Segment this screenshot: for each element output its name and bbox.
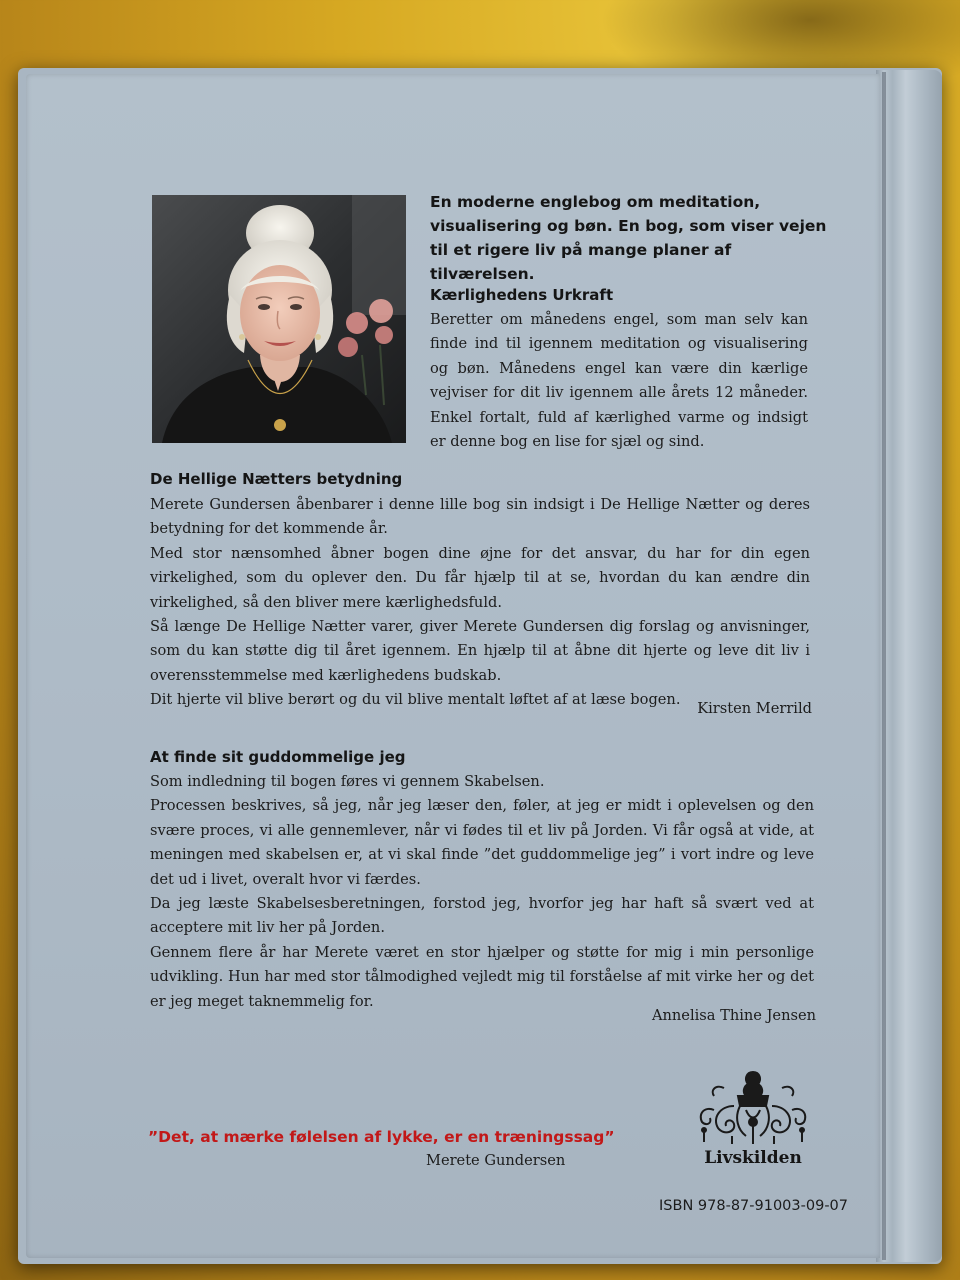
paragraph: Så længe De Hellige Nætter varer, giver Merete Gundersen dig forslag og anvisninger, som du kan støtte dig til året igennem. En hjælp til at åbne dit hjerte og leve dit liv i overensstemmelse med kærlighedens budskab. — [150, 618, 810, 684]
paragraph: Med stor nænsomhed åbner bogen dine øjne for det ansvar, du har for din egen virkelighed, som du oplever den. Du får hjælp til at se, hvordan du kan ændre din virkelighed, så den bliver mere kærlighedsfuld. — [150, 544, 810, 611]
section-heading-urkraft: Kærlighedens Urkraft — [430, 286, 614, 304]
signature-kirsten-merrild: Kirsten Merrild — [697, 700, 812, 717]
author-quote: ”Det, at mærke følelsen af lykke, er en træningssag” — [148, 1128, 615, 1146]
paragraph: Merete Gundersen åbenbarer i denne lille bog sin indsigt i De Hellige Nætter og deres betydning for det kommende år. — [150, 496, 810, 538]
paragraph: Da jeg læste Skabelsesberetningen, forstod jeg, hvorfor jeg har haft så svært ved at acceptere mit liv her på Jorden. — [150, 895, 814, 937]
quote-author: Merete Gundersen — [426, 1152, 566, 1169]
paragraph: Gennem flere år har Merete været en stor hjælper og støtte for mig i min personlige udvikling. Hun har med stor tålmodighed vejledt mig til forståelse af mit virke her og det er jeg meget taknemmelig for. — [150, 943, 814, 1010]
section-heading-guddommelige-jeg: At finde sit guddommelige jeg — [150, 748, 406, 766]
book-tagline: En moderne englebog om meditation, visualisering og bøn. En bog, som viser vejen til et rigere liv på mange planer af tilværelsen. — [430, 193, 827, 283]
author-photo — [152, 195, 406, 443]
section-text-guddommelige-jeg — [150, 770, 814, 1014]
section-heading-hellige-naetter: De Hellige Nætters betydning — [150, 470, 403, 488]
spine-groove — [882, 72, 886, 1260]
section-text-hellige-naetter — [150, 493, 810, 713]
publisher-name: Livskilden — [704, 1148, 802, 1168]
publisher-logo-icon — [694, 1066, 812, 1146]
signature-annelisa-thine-jensen: Annelisa Thine Jensen — [651, 1007, 816, 1024]
paragraph: Beretter om månedens engel, som man selv kan finde ind til igennem meditation og visualisering og bøn. Månedens engel kan være din kærlige vejviser for dit liv igennem alle årets 12 måneder. Enkel fortalt, fuld af kærlighed varme og indsigt er denne bog en lise for sjæl og sind. — [430, 311, 808, 451]
paragraph: Processen beskrives, så jeg, når jeg læser den, føler, at jeg er midt i oplevelsen og den svære proces, vi alle gennemlever, når vi fødes til et liv på Jorden. Vi får også at vide, at meningen med skabelsen er, at vi skal finde ”det guddommelige jeg” i vort indre og leve det ud i livet, overalt hvor vi færdes. — [150, 797, 814, 888]
paragraph: Som indledning til bogen føres vi gennem Skabelsen. — [150, 773, 545, 790]
isbn-number: ISBN 978-87-91003-09-07 — [659, 1198, 848, 1214]
paragraph: Dit hjerte vil blive berørt og du vil blive mentalt løftet af at læse bogen. — [150, 691, 681, 709]
section-text-urkraft — [430, 308, 808, 454]
